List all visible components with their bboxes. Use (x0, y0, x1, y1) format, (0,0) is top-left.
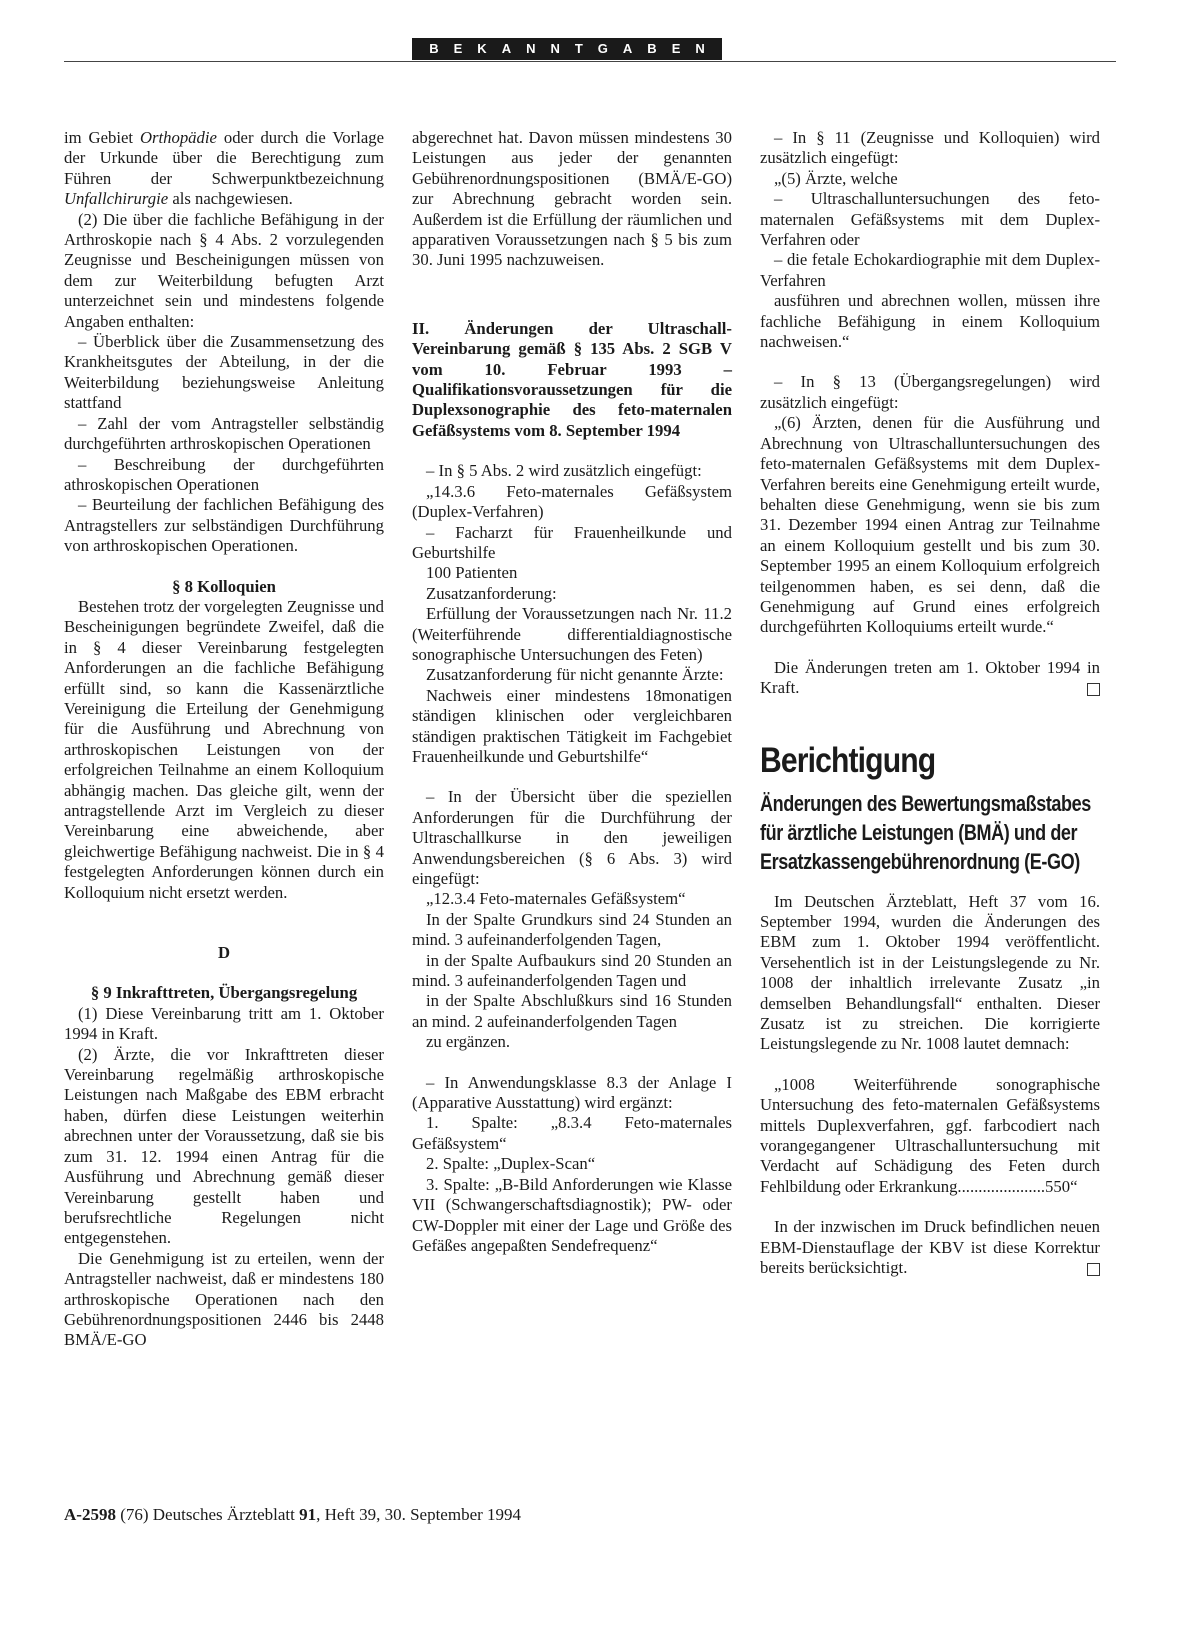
paragraph: – In Anwendungsklasse 8.3 der Anlage I (Apparative Ausstattung) wird ergänzt: (412, 1072, 732, 1113)
list-item: – Beschreibung der durchgeführten athroskopischen Operationen (64, 454, 384, 494)
paragraph: zu ergänzen. (426, 1032, 511, 1052)
paragraph: In der inzwischen im Druck befindlichen neuen EBM-Dienstauflage der KBV ist diese Korrektur bereits berücksichtigt. (760, 1217, 1100, 1278)
paragraph: 3. Spalte: „B-Bild Anforderungen wie Klasse VII (Schwangerschaftsdiagnostik); PW- oder CW-Doppler mit einer der Lage und Größe des Gefäßes angepaßten Sendefrequenz“ (412, 1174, 732, 1255)
paragraph: „12.3.4 Feto-maternales Gefäßsystem“ (426, 889, 686, 909)
article-subtitle: Änderungen des Bewertungsmaßstabes für ärztliche Leistungen (BMÄ) und der Ersatzkassengebührenordnung (E-GO) (760, 790, 1091, 874)
paragraph: 100 Patienten (426, 563, 518, 583)
paragraph: „(6) Ärzten, denen für die Ausführung und Abrechnung von Ultraschalluntersuchungen des feto-maternalen Gefäßsystems mit dem Duplex-Verfahren bereits eine Genehmigung erteilt wurde, behalten diese Genehmigung, wenn sie bis zum 31. Dezember 1994 einen Antrag zur Teilnahme an einem Kolloquium gestellt und bis zum 30. September 1995 an einem Kolloquium erfolgreich teilgenommen haben, es sei denn, daß die Genehmigung auf Grund eines erfolgreich durchgeführten Kolloquiums erteilt wurde.“ (760, 413, 1100, 637)
paragraph: – In § 11 (Zeugnisse und Kolloquien) wird zusätzlich eingefügt: (760, 128, 1100, 168)
paragraph: ausführen und abrechnen wollen, müssen ihre fachliche Befähigung in einem Kolloquium nachweisen.“ (760, 291, 1100, 352)
section-heading: § 9 Inkrafttreten, Übergangsregelung (90, 983, 358, 1003)
paragraph: 1. Spalte: „8.3.4 Feto-maternales Gefäßsystem“ (412, 1113, 732, 1153)
section-header-band: BEKANNTGABEN (412, 38, 722, 60)
paragraph: – In der Übersicht über die speziellen Anforderungen für die Durchführung der Ultraschallkurse in den jeweiligen Anwendungsbereichen (§ 6 Abs. 3) wird eingefügt: (412, 787, 732, 888)
section-heading: II. Änderungen der Ultraschall-Vereinbarung gemäß § 135 Abs. 2 SGB V vom 10. Februar 1993 – Qualifikationsvoraussetzungen für die Duplexsonographie des feto-maternalen Gefäßsystems vom 8. September 1994 (412, 318, 732, 440)
paragraph: in der Spalte Abschlußkurs sind 16 Stunden an mind. 2 aufeinanderfolgenden Tagen (412, 991, 732, 1031)
end-mark-icon (1087, 1263, 1100, 1276)
header-rule (64, 61, 1116, 62)
paragraph: „(5) Ärzte, welche (774, 168, 898, 188)
paragraph: (1) Diese Vereinbarung tritt am 1. Oktober 1994 in Kraft. (64, 1003, 384, 1044)
list-item: – die fetale Echokardiographie mit dem Duplex-Verfahren (760, 250, 1100, 290)
paragraph: im Gebiet Orthopädie oder durch die Vorlage der Urkunde über die Berechtigung zum Führen der Schwerpunktbezeichnung Unfallchirurgie als nachgewiesen. (64, 128, 384, 209)
paragraph: in der Spalte Aufbaukurs sind 20 Stunden an mind. 3 aufeinanderfolgenden Tagen und (412, 950, 732, 991)
list-item: – Facharzt für Frauenheilkunde und Geburtshilfe (412, 522, 732, 562)
paragraph: – In § 13 (Übergangsregelungen) wird zusätzlich eingefügt: (760, 372, 1100, 412)
paragraph: Die Änderungen treten am 1. Oktober 1994 in Kraft. (760, 657, 1100, 698)
paragraph: – In § 5 Abs. 2 wird zusätzlich eingefügt: (426, 461, 702, 481)
volume-number: 91 (299, 1505, 317, 1524)
paragraph: Bestehen trotz der vorgelegten Zeugnisse und Bescheinigungen begründete Zweifel, daß die in § 4 dieser Vereinbarung festgelegten Anforderungen an die fachliche Befähigung erfüllt sind, so kann die Kassenärztliche Vereinigung die Erteilung der Genehmigung für die Ausführung und Abrechnung von arthroskopischen Leistungen von der erfolgreichen Teilnahme an einem Kolloquium abhängig machen. Das gleiche gilt, wenn der antragstellende Arzt im Vergleich zu dieser Vereinbarung eine abweichende, aber gleichwertige Befähigung nachweist. Die in § 4 festgelegten Anforderungen können durch ein Kolloquium nicht ersetzt werden. (64, 596, 384, 902)
paragraph: Die Genehmigung ist zu erteilen, wenn der Antragsteller nachweist, daß er mindestens 180 arthroskopische Operationen nach den Gebührenordnungspositionen 2446 bis 2448 BMÄ/E-GO (64, 1248, 384, 1350)
paragraph: Zusatzanforderung für nicht genannte Ärzte: (426, 665, 724, 685)
paragraph: Im Deutschen Ärzteblatt, Heft 37 vom 16. September 1994, wurden die Änderungen des EBM zum 1. Oktober 1994 veröffentlicht. Versehentlich ist in der Leistungslegende zu Nr. 1008 der inhaltlich irrelevante Zusatz „in demselben Behandlungsfall“ enthalten. Dieser Zusatz ist zu streichen. Die korrigierte Leistungslegende zu Nr. 1008 lautet demnach: (760, 891, 1100, 1054)
paragraph: Erfüllung der Voraussetzungen nach Nr. 11.2 (Weiterführende differentialdiagnostische sonographische Untersuchungen des Feten) (412, 604, 732, 664)
column-1 (64, 128, 384, 1351)
end-mark-icon (1087, 683, 1100, 696)
section-heading: § 8 Kolloquien (172, 576, 276, 596)
paragraph: 2. Spalte: „Duplex-Scan“ (426, 1154, 596, 1174)
paragraph: (2) Ärzte, die vor Inkrafttreten dieser Vereinbarung regelmäßig arthroskopische Leistungen nach Maßgabe des EBM erbracht haben, dürfen diese Leistungen weiterhin abrechnen unter der Voraussetzung, daß sie bis zum 31. 12. 1994 einen Antrag für die Ausführung und Abrechnung gemäß dieser Vereinbarung gestellt haben und berufsrechtliche Regelungen nicht entgegenstehen. (64, 1044, 384, 1248)
page-number: A-2598 (64, 1505, 116, 1524)
list-item: – Ultraschalluntersuchungen des feto-maternalen Gefäßsystems mit dem Duplex-Verfahren oder (760, 189, 1100, 250)
column-3 (760, 128, 1100, 1278)
section-heading: D (217, 943, 231, 963)
article-title: Berichtigung (760, 740, 936, 780)
page-footer: A-2598 (76) Deutsches Ärzteblatt 91, Heft 39, 30. September 1994 (64, 1505, 522, 1524)
column-2 (412, 128, 732, 1256)
list-item: – Zahl der vom Antragsteller selbständig durchgeführten arthroskopischen Operationen (64, 413, 384, 454)
paragraph: (2) Die über die fachliche Befähigung in der Arthroskopie nach § 4 Abs. 2 vorzulegenden Zeugnisse und Bescheinigungen müssen von dem zur Weiterbildung befugten Arzt unterzeichnet sein und mindestens folgende Angaben enthalten: (64, 209, 384, 331)
paragraph: „1008 Weiterführende sonographische Untersuchung des feto-maternalen Gefäßsystems mittels Duplexverfahren, ggf. farbcodiert nach vorangegangener Ultraschalluntersuchung mit Verdacht auf Schädigung des Feten durch Fehlbildung oder Erkrankung.....................550“ (760, 1074, 1100, 1196)
paragraph: abgerechnet hat. Davon müssen mindestens 30 Leistungen aus jeder der genannten Gebührenordnungspositionen (BMÄ/E-GO) zur Abrechnung gebracht worden sein. Außerdem ist die Erfüllung der räumlichen und apparativen Voraussetzungen nach § 5 bis zum 30. Juni 1995 nachzuweisen. (412, 128, 732, 270)
paragraph: Zusatzanforderung: (426, 583, 557, 603)
paragraph: Nachweis einer mindestens 18monatigen ständigen klinischen oder vergleichbaren ständigen praktischen Tätigkeit im Fachgebiet Frauenheilkunde und Geburtshilfe“ (412, 685, 732, 766)
paragraph: „14.3.6 Feto-maternales Gefäßsystem (Duplex-Verfahren) (412, 481, 732, 522)
list-item: – Überblick über die Zusammensetzung des Krankheitsgutes der Abteilung, in der die Weiterbildung beziehungsweise Anleitung stattfand (64, 332, 384, 413)
paragraph: In der Spalte Grundkurs sind 24 Stunden an mind. 3 aufeinanderfolgenden Tagen, (412, 909, 732, 950)
list-item: – Beurteilung der fachlichen Befähigung des Antragstellers zur selbständigen Durchführung von arthroskopischen Operationen. (64, 495, 384, 556)
